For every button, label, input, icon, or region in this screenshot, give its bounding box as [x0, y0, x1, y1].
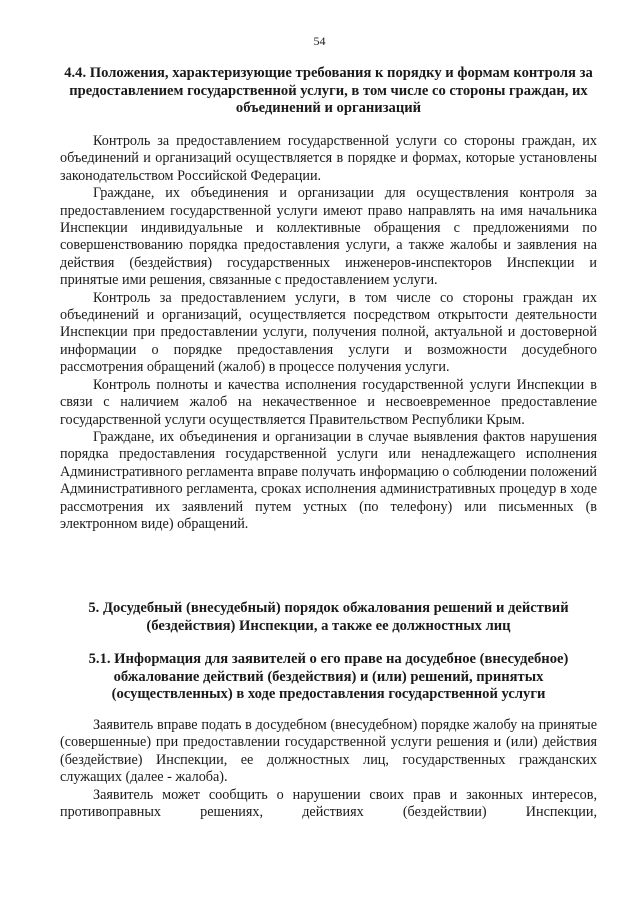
paragraph: Граждане, их объединения и организации для осуществления контроля за предоставлением государственной услуги имеют право направлять на имя начальника Инспекции индивидуальные и коллективные обращения с предложениями по совершенствованию порядка предоставления услуги, а также жалобы и заявления на действия (бездействия) государственных инженеров-инспекторов Инспекции и принятые ими решения, связанные с предоставлением услуги. [60, 185, 597, 289]
paragraph: Контроль за предоставлением государственной услуги со стороны граждан, их объединений и организаций осуществляется в порядке и формах, которые установлены законодательством Российской Федерации. [60, 133, 597, 184]
paragraph: Контроль полноты и качества исполнения государственной услуги Инспекции в связи с наличием жалоб на некачественное и несвоевременное предоставление государственной услуги осуществляется Правительством Республики Крым. [60, 376, 597, 428]
paragraph: Контроль за предоставлением услуги, в том числе со стороны граждан их объединений и организаций, осуществляется посредством открытости деятельности Инспекции при предоставлении услуги, получения полной, актуальной и достоверной информации о порядке предоставления услуги и возможности досудебного рассмотрения обращений (жалоб) в процессе получения услуги. [60, 289, 597, 376]
section-5-heading: 5. Досудебный (внесудебный) порядок обжалования решений и действий (бездействия) Инспекции, а также ее должностных лиц [88, 600, 569, 634]
section-4-4-body [60, 133, 597, 533]
section-4-4-heading: 4.4. Положения, характеризующие требования к порядку и формам контроля за предоставлением государственной услуги, в том числе со стороны граждан, их объединений и организаций [64, 65, 593, 117]
paragraph: Граждане, их объединения и организации в случае выявления фактов нарушения порядка предоставления государственной услуги или ненадлежащего исполнения Административного регламента вправе получать информацию о соблюдении положений Административного регламента, сроках исполнения административных процедур в ходе рассмотрения их заявлений путем устных (по телефону) или письменных (в электронном виде) обращений. [60, 428, 597, 532]
section-5-1-body [60, 717, 597, 821]
page-number: 54 [313, 34, 326, 48]
paragraph: Заявитель может сообщить о нарушении своих прав и законных интересов, противоправных решениях, действиях (бездействии) Инспекции, [60, 786, 597, 821]
section-5-1-heading: 5.1. Информация для заявителей о его праве на досудебное (внесудебное) обжалование действий (бездействия) и (или) решений, принятых (осуществленных) в ходе предоставления государственной услуги [88, 651, 569, 703]
paragraph: Заявитель вправе подать в досудебном (внесудебном) порядке жалобу на принятые (совершенные) при предоставлении государственной услуги решения и (или) действия (бездействие) Инспекции, ее должностных лиц, государственных гражданских служащих (далее - жалоба). [60, 717, 597, 786]
